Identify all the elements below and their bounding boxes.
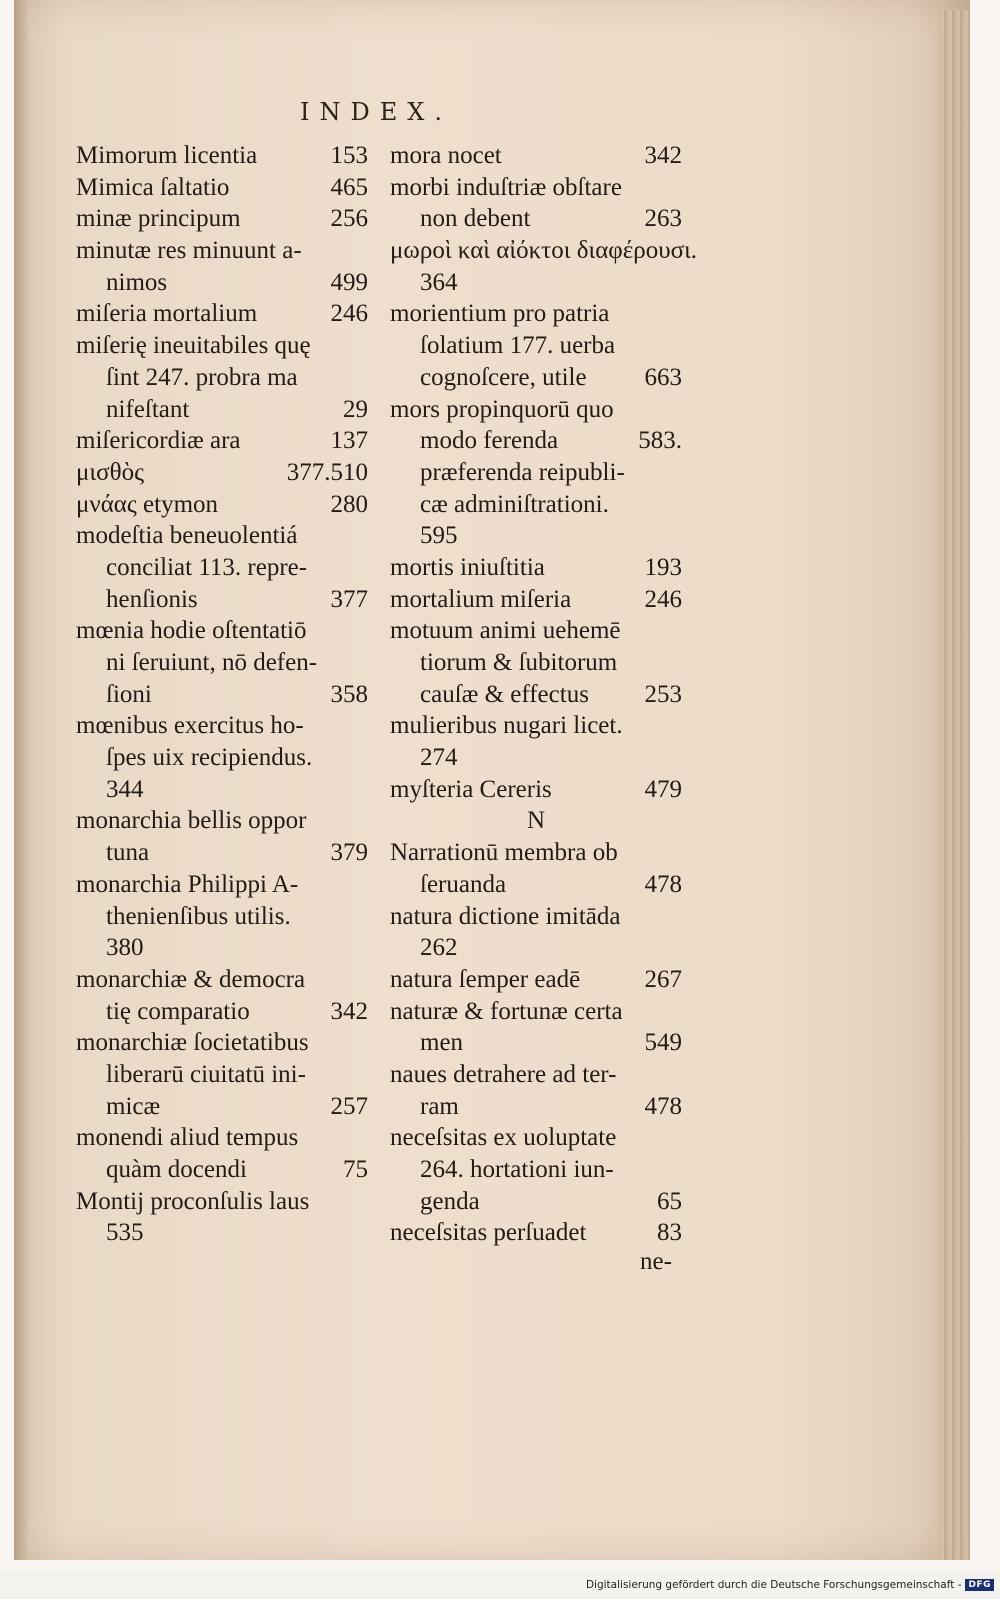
index-column-left <box>76 140 368 1249</box>
index-entry-line <box>390 1186 682 1218</box>
index-entry-line <box>76 615 368 647</box>
index-entry-line <box>76 489 368 521</box>
entry-text: ſint 247. probra ma <box>106 363 298 391</box>
page-reference: 465 <box>330 173 368 201</box>
page-reference: 358 <box>330 680 368 708</box>
index-entry-line <box>76 996 368 1028</box>
page-reference: 267 <box>644 965 682 993</box>
entry-text: mora nocet <box>390 142 502 169</box>
index-entry-line <box>76 172 368 204</box>
entry-text: henſionis <box>106 585 198 613</box>
index-entry-line <box>390 647 682 679</box>
entry-text: 535 <box>106 1219 144 1247</box>
index-entry-line <box>390 1059 682 1091</box>
entry-text: miſerię ineuitabiles quę <box>76 332 311 360</box>
entry-text: N <box>526 807 546 835</box>
section-letter <box>390 805 682 837</box>
index-entry-line <box>76 805 368 837</box>
index-entry-line <box>76 1059 368 1091</box>
entry-text: 380 <box>106 934 144 962</box>
index-entry-line <box>390 679 682 711</box>
entry-text: modo ferenda <box>420 427 559 455</box>
index-entry-line <box>390 1027 682 1059</box>
index-entry-line <box>76 1217 368 1249</box>
page-reference: 257 <box>330 1092 368 1120</box>
entry-text: monarchiæ & democra <box>76 965 306 993</box>
page-reference: 478 <box>644 870 682 898</box>
entry-text: cauſæ & effectus <box>420 680 589 708</box>
page-reference: 549 <box>644 1029 682 1057</box>
index-entry-line <box>390 298 682 330</box>
entry-text: non debent <box>420 205 531 233</box>
index-entry-line <box>390 140 682 172</box>
index-entry-line <box>76 869 368 901</box>
entry-text: morientium pro patria <box>390 300 610 328</box>
index-entry-line <box>390 425 682 457</box>
index-entry-line <box>76 140 368 172</box>
entry-text: 274 <box>420 744 458 772</box>
index-entry-line <box>390 552 682 584</box>
page-reference: 377.510 <box>286 458 368 486</box>
page-fore-edge <box>940 10 970 1560</box>
page-reference: 499 <box>330 268 368 296</box>
index-entry-line <box>76 932 368 964</box>
index-entry-line <box>76 203 368 235</box>
entry-text: mortis iniuſtitia <box>390 553 545 581</box>
index-entry-line <box>390 172 682 204</box>
index-entry-line <box>390 489 682 521</box>
page-reference: 478 <box>644 1092 682 1120</box>
index-entry-line <box>76 1154 368 1186</box>
index-entry-line <box>390 774 682 806</box>
index-entry-line <box>76 425 368 457</box>
page-reference: 342 <box>330 997 368 1025</box>
entry-text: cæ adminiſtrationi. <box>420 490 609 518</box>
index-entry-line <box>76 362 368 394</box>
entry-text: ſeruanda <box>420 870 507 898</box>
entry-text: liberarū ciuitatū ini- <box>106 1060 306 1088</box>
index-entry-line <box>390 457 682 489</box>
entry-text: 264. hortationi iun- <box>420 1156 614 1183</box>
index-entry-line <box>390 362 682 394</box>
index-entry-line <box>76 520 368 552</box>
index-entry-line <box>76 710 368 742</box>
entry-text: genda <box>420 1187 480 1215</box>
entry-text: modeſtia beneuolentiá <box>76 522 298 550</box>
dfg-logo: DFG <box>965 1579 994 1591</box>
entry-text: naues detrahere ad ter- <box>390 1060 617 1088</box>
entry-text: men <box>420 1029 464 1057</box>
index-entry-line <box>76 742 368 774</box>
entry-text: morbi induſtriæ obſtare <box>390 173 622 201</box>
index-entry-line <box>76 1091 368 1123</box>
page-reference: 246 <box>330 300 368 328</box>
entry-text: 595 <box>420 522 458 550</box>
page-reference: 342 <box>644 142 682 169</box>
page-reference: 246 <box>644 585 682 613</box>
index-entry-line <box>390 330 682 362</box>
entry-text: mœnia hodie oſtentatiō <box>76 617 307 645</box>
index-entry-line <box>76 330 368 362</box>
entry-text: mœnibus exercitus ho- <box>76 712 304 740</box>
entry-text: natura dictione imitāda <box>390 902 621 930</box>
entry-text: miſeria mortalium <box>76 300 258 328</box>
entry-text: Montij proconſulis laus <box>76 1187 310 1215</box>
index-entry-line <box>390 932 682 964</box>
index-entry-line <box>76 774 368 806</box>
index-entry-line <box>76 552 368 584</box>
entry-text: motuum animi uehemē <box>390 617 621 645</box>
index-entry-line <box>76 901 368 933</box>
index-entry-line <box>390 394 682 426</box>
entry-text: nimos <box>106 268 168 296</box>
catchword: ne- <box>640 1248 672 1275</box>
entry-text: quàm docendi <box>106 1156 247 1183</box>
entry-text: tuna <box>106 839 150 867</box>
entry-text: naturæ & fortunæ certa <box>390 997 623 1025</box>
page-reference: 379 <box>330 839 368 867</box>
index-entry-line <box>76 584 368 616</box>
entry-text: micæ <box>106 1092 161 1120</box>
entry-text: mors propinquorū quo <box>390 395 614 423</box>
page-reference: 65 <box>657 1187 682 1215</box>
index-entry-line <box>390 1122 682 1154</box>
page-reference: 663 <box>644 363 682 391</box>
index-entry-line <box>76 837 368 869</box>
page-reference: 280 <box>330 490 368 518</box>
index-entry-line <box>76 457 368 489</box>
page-reference: 83 <box>657 1219 682 1247</box>
index-entry-line <box>390 901 682 933</box>
entry-text: 364 <box>420 268 458 296</box>
running-head: INDEX. <box>300 98 452 126</box>
page-reference: 583. <box>638 427 682 455</box>
index-entry-line <box>76 298 368 330</box>
index-entry-line <box>390 584 682 616</box>
entry-text: Narrationū membra ob <box>390 839 618 867</box>
index-entry-line <box>76 1027 368 1059</box>
entry-text: minutæ res minuunt a- <box>76 237 302 265</box>
index-entry-line <box>76 235 368 267</box>
credit-text: Digitalisierung gefördert durch die Deutsche Forschungsgemeinschaft - <box>585 1579 962 1591</box>
page-reference: 29 <box>343 395 368 423</box>
index-entry-line <box>390 742 682 774</box>
index-entry-line <box>390 615 682 647</box>
digitization-credit <box>586 1576 994 1594</box>
index-entry-line <box>76 1186 368 1218</box>
entry-text: mortalium miſeria <box>390 585 572 613</box>
index-entry-line <box>390 520 682 552</box>
entry-text: monarchia bellis oppor <box>76 807 307 835</box>
index-entry-line <box>390 267 682 299</box>
index-entry-line <box>76 267 368 299</box>
index-entry-line <box>76 964 368 996</box>
index-entry-line <box>390 1154 682 1186</box>
entry-text: 262 <box>420 934 458 962</box>
entry-text: natura ſemper eadē <box>390 965 581 993</box>
page-reference: 137 <box>330 427 368 455</box>
entry-text: 344 <box>106 775 144 803</box>
index-entry-line <box>390 869 682 901</box>
entry-text: tię comparatio <box>106 997 250 1025</box>
entry-text: ſpes uix recipiendus. <box>106 744 313 772</box>
entry-text: ſolatium 177. uerba <box>420 332 616 360</box>
entry-text: monarchia Philippi A- <box>76 870 299 898</box>
index-entry-line <box>390 837 682 869</box>
index-entry-line <box>390 964 682 996</box>
index-entry-line <box>390 203 682 235</box>
entry-text: Mimica ſaltatio <box>76 173 230 201</box>
page-reference: 253 <box>644 680 682 708</box>
page-reference: 256 <box>330 205 368 233</box>
index-entry-line <box>76 679 368 711</box>
entry-text: neceſsitas ex uoluptate <box>390 1124 617 1152</box>
entry-text: conciliat 113. repre- <box>106 553 308 581</box>
entry-text: tiorum & ſubitorum <box>420 649 618 676</box>
entry-text: μνάας etymon <box>76 490 219 518</box>
entry-text: μισθὸς <box>76 458 144 486</box>
page-reference: 193 <box>644 553 682 581</box>
page-reference: 263 <box>644 205 682 233</box>
entry-text: præferenda reipubli- <box>420 458 625 486</box>
entry-text: neceſsitas perſuadet <box>390 1219 587 1247</box>
index-entry-line <box>390 235 698 267</box>
entry-text: miſericordiæ ara <box>76 427 241 455</box>
page-reference: 377 <box>330 585 368 613</box>
entry-text: monendi aliud tempus <box>76 1124 299 1152</box>
index-entry-line <box>76 394 368 426</box>
index-entry-line <box>390 710 682 742</box>
index-entry-line <box>390 996 682 1028</box>
index-entry-line <box>76 1122 368 1154</box>
entry-text: thenienſibus utilis. <box>106 902 291 930</box>
entry-text: mulieribus nugari licet. <box>390 712 623 740</box>
index-entry-line <box>390 1217 682 1249</box>
entry-text: ſioni <box>106 680 152 708</box>
entry-text: ram <box>420 1092 459 1120</box>
page-reference: 479 <box>644 775 682 803</box>
page-gutter <box>14 0 28 1560</box>
entry-text: μωροὶ καὶ αἰόκτοι διαφέρουσι. <box>390 237 698 265</box>
page-reference: 153 <box>330 142 368 169</box>
entry-text: ni ſeruiunt, nō defen- <box>106 649 318 676</box>
index-entry-line <box>76 647 368 679</box>
entry-text: monarchiæ ſocietatibus <box>76 1029 309 1057</box>
index-column-right <box>390 140 698 1249</box>
entry-text: cognoſcere, utile <box>420 363 587 391</box>
entry-text: minæ principum <box>76 205 241 233</box>
index-entry-line <box>390 1091 682 1123</box>
entry-text: Mimorum licentia <box>76 142 258 169</box>
entry-text: myſteria Cereris <box>390 775 552 803</box>
entry-text: nifeſtant <box>106 395 190 423</box>
page-reference: 75 <box>343 1156 368 1183</box>
